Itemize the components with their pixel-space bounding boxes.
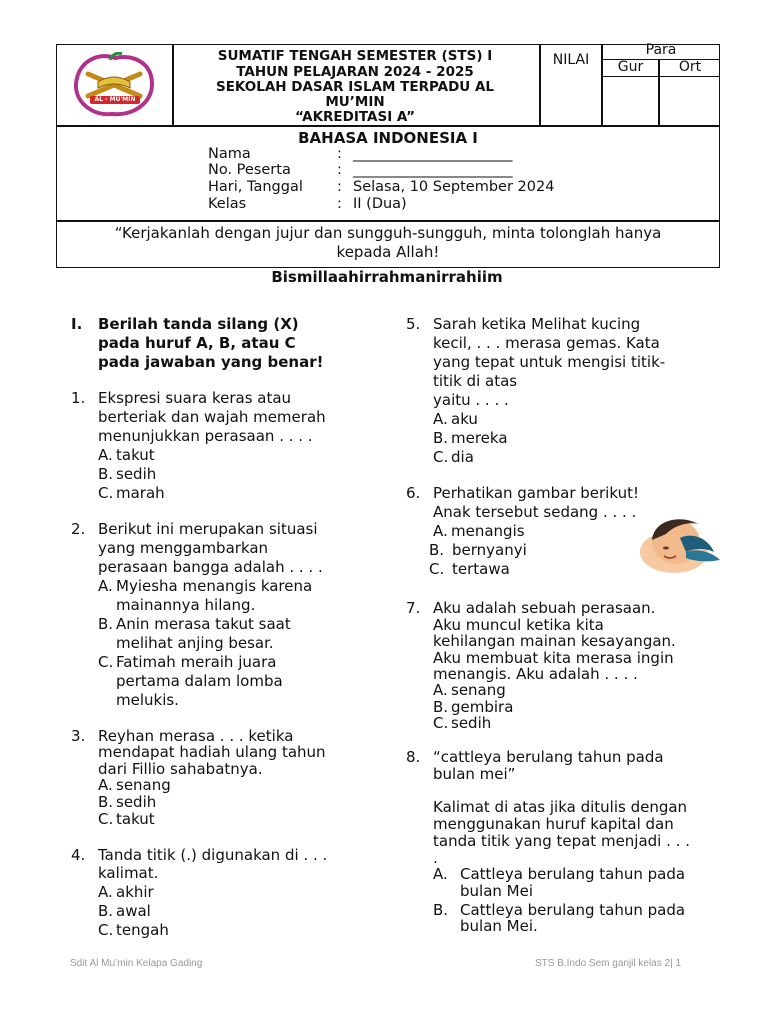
question-8-line-6: tanda titik yang tepat menjadi . . .: [433, 832, 690, 850]
question-7-option-a-text[interactable]: senang: [451, 681, 506, 699]
question-2-option-c-text-2[interactable]: pertama dalam lomba: [116, 672, 283, 690]
question-5-option-c-text[interactable]: dia: [451, 448, 474, 466]
question-6-option-a-letter[interactable]: A.: [433, 522, 448, 540]
question-2-line-3: perasaan bangga adalah . . . .: [98, 558, 323, 576]
question-7-line-3: kehilangan mainan kesayangan.: [433, 632, 676, 650]
field-label-nama: Nama: [208, 146, 251, 162]
question-1-option-b-text[interactable]: sedih: [116, 465, 157, 483]
title-line-2: TAHUN PELAJARAN 2024 - 2025: [236, 64, 474, 80]
crying-child-illustration: [636, 512, 728, 574]
question-7-option-b-letter[interactable]: B.: [433, 698, 449, 716]
question-8-line-4: Kalimat di atas jika ditulis dengan: [433, 798, 688, 816]
question-7-number: 7.: [406, 599, 421, 617]
question-4-option-b-letter[interactable]: B.: [98, 902, 114, 920]
question-3-line-3: dari Fillio sahabatnya.: [98, 760, 263, 778]
question-4-line-2: kalimat.: [98, 864, 159, 882]
question-6-line-2: Anak tersebut sedang . . . .: [433, 503, 637, 521]
question-3-line-1: Reyhan merasa . . . ketika: [98, 727, 294, 745]
question-4-option-a-text[interactable]: akhir: [116, 883, 154, 901]
bismillah: Bismillaahirrahmanirrahiim: [271, 268, 503, 286]
question-2-option-a-text-1[interactable]: Myiesha menangis karena: [116, 577, 313, 595]
motto-divider: [56, 220, 720, 222]
question-7-line-5: menangis. Aku adalah . . . .: [433, 665, 638, 683]
title-line-3: SEKOLAH DASAR ISLAM TERPADU AL: [215, 79, 495, 95]
question-8-number: 8.: [406, 748, 421, 766]
question-8-line-1: “cattleya berulang tahun pada: [433, 748, 664, 766]
question-7-line-4: Aku membuat kita merasa ingin: [433, 649, 674, 667]
question-1-line-2: berteriak dan wajah memerah: [98, 408, 326, 426]
question-2-option-a-letter[interactable]: A.: [98, 577, 113, 595]
footer-left: Sdit Al Mu’min Kelapa Gading: [70, 958, 203, 969]
question-4-option-a-letter[interactable]: A.: [98, 883, 113, 901]
section-instruction-2: pada huruf A, B, atau C: [98, 334, 296, 352]
question-1-option-a-text[interactable]: takut: [116, 446, 155, 464]
motto-line-1: “Kerjakanlah dengan jujur dan sungguh-sungguh, minta tolonglah hanya: [114, 224, 662, 242]
question-5-number: 5.: [406, 315, 421, 333]
question-5-option-c-letter[interactable]: C.: [433, 448, 449, 466]
field-label-peserta: No. Peserta: [208, 162, 291, 178]
question-4-line-1: Tanda titik (.) digunakan di . . .: [98, 846, 328, 864]
question-8-option-b-text-1[interactable]: Cattleya berulang tahun pada: [460, 901, 686, 919]
question-2-option-b-text-1[interactable]: Anin merasa takut saat: [116, 615, 291, 633]
question-2-option-c-letter[interactable]: C.: [98, 653, 114, 671]
ortu-label: Ort: [678, 59, 702, 75]
title-line-1: SUMATIF TENGAH SEMESTER (STS) I: [217, 48, 493, 64]
question-5-line-4: titik di atas: [433, 372, 518, 390]
title-line-4: MU’MIN: [325, 94, 385, 110]
question-8-line-7: .: [433, 849, 438, 867]
field-sep-kelas: :: [337, 196, 342, 212]
guru-label: Gur: [617, 59, 644, 75]
question-2-option-c-text-3[interactable]: melukis.: [116, 691, 179, 709]
question-2-line-1: Berikut ini merupakan situasi: [98, 520, 318, 538]
field-sep-peserta: :: [337, 162, 342, 178]
header-divider: [56, 125, 720, 127]
question-2-option-b-letter[interactable]: B.: [98, 615, 114, 633]
field-value-nama[interactable]: ______________________: [353, 146, 513, 162]
question-6-option-a-text[interactable]: menangis: [451, 522, 525, 540]
question-2-option-a-text-2[interactable]: mainannya hilang.: [116, 596, 256, 614]
subject-title: BAHASA INDONESIA I: [298, 129, 478, 147]
title-line-5: “AKREDITASI A”: [294, 109, 416, 125]
section-instruction-3: pada jawaban yang benar!: [98, 353, 324, 371]
question-7-option-c-text[interactable]: sedih: [451, 714, 492, 732]
school-logo: [70, 52, 160, 118]
section-instruction-1: Berilah tanda silang (X): [98, 315, 299, 333]
paraf-hline2: [601, 76, 720, 77]
question-3-option-a-text[interactable]: senang: [116, 776, 171, 794]
paraf-label: Para: [645, 42, 677, 58]
question-8-line-5: menggunakan huruf kapital dan: [433, 815, 674, 833]
question-7-option-a-letter[interactable]: A.: [433, 681, 448, 699]
question-7-option-c-letter[interactable]: C.: [433, 714, 449, 732]
question-2-option-b-text-2[interactable]: melihat anjing besar.: [116, 634, 274, 652]
question-8-option-a-text-2[interactable]: bulan Mei: [460, 882, 534, 900]
question-5-line-3: yang tepat untuk mengisi titik-: [433, 353, 666, 371]
logo-divider: [172, 44, 174, 126]
question-5-line-1: Sarah ketika Melihat kucing: [433, 315, 641, 333]
question-2-line-2: yang menggambarkan: [98, 539, 269, 557]
question-1-line-1: Ekspresi suara keras atau: [98, 389, 292, 407]
question-3-option-c-letter[interactable]: C.: [98, 810, 114, 828]
question-7-line-1: Aku adalah sebuah perasaan.: [433, 599, 656, 617]
question-8-option-b-letter[interactable]: B.: [433, 901, 449, 919]
question-1-line-3: menunjukkan perasaan . . . .: [98, 427, 313, 445]
question-1-number: 1.: [71, 389, 86, 407]
question-5-option-b-text[interactable]: mereka: [451, 429, 508, 447]
question-5-line-5: yaitu . . . .: [433, 391, 509, 409]
question-4-option-c-letter[interactable]: C.: [98, 921, 114, 939]
question-4-number: 4.: [71, 846, 86, 864]
question-2-number: 2.: [71, 520, 86, 538]
field-sep-nama: :: [337, 146, 342, 162]
field-value-tanggal: Selasa, 10 September 2024: [353, 179, 555, 195]
question-3-option-c-text[interactable]: takut: [116, 810, 155, 828]
field-value-kelas: II (Dua): [353, 196, 407, 212]
question-8-option-b-text-2[interactable]: bulan Mei.: [460, 917, 538, 935]
footer-right: STS B.Indo Sem ganjil kelas 2| 1: [535, 958, 682, 969]
field-label-tanggal: Hari, Tanggal: [208, 179, 303, 195]
section-number: I.: [71, 315, 83, 333]
question-4-option-c-text[interactable]: tengah: [116, 921, 169, 939]
nilai-label: NILAI: [552, 52, 590, 68]
question-5-option-b-letter[interactable]: B.: [433, 429, 449, 447]
question-3-option-b-letter[interactable]: B.: [98, 793, 114, 811]
question-3-option-a-letter[interactable]: A.: [98, 776, 113, 794]
question-6-option-c-letter[interactable]: C.: [429, 560, 445, 578]
question-8-option-a-letter[interactable]: A.: [433, 865, 448, 883]
question-5-line-2: kecil, . . . merasa gemas. Kata: [433, 334, 660, 352]
question-8-line-2: bulan mei”: [433, 765, 516, 783]
question-6-option-c-text[interactable]: tertawa: [452, 560, 510, 578]
question-4-option-b-text[interactable]: awal: [116, 902, 151, 920]
question-6-number: 6.: [406, 484, 421, 502]
question-7-option-b-text[interactable]: gembira: [451, 698, 514, 716]
field-sep-tanggal: :: [337, 179, 342, 195]
question-3-option-b-text[interactable]: sedih: [116, 793, 157, 811]
question-1-option-c-letter[interactable]: C.: [98, 484, 114, 502]
motto-line-2: kepada Allah!: [336, 243, 440, 261]
question-1-option-c-text[interactable]: marah: [116, 484, 165, 502]
question-8-option-a-text-1[interactable]: Cattleya berulang tahun pada: [460, 865, 686, 883]
question-2-option-c-text-1[interactable]: Fatimah meraih juara: [116, 653, 277, 671]
question-6-line-1: Perhatikan gambar berikut!: [433, 484, 639, 502]
question-3-number: 3.: [71, 727, 86, 745]
question-6-option-b-text[interactable]: bernyanyi: [452, 541, 527, 559]
question-5-option-a-letter[interactable]: A.: [433, 410, 448, 428]
question-3-line-2: mendapat hadiah ulang tahun: [98, 743, 326, 761]
question-6-option-b-letter[interactable]: B.: [429, 541, 445, 559]
logo-text: AL - MU'MIN: [94, 96, 136, 103]
question-1-option-b-letter[interactable]: B.: [98, 465, 114, 483]
field-value-peserta[interactable]: ______________________: [353, 162, 513, 178]
question-5-option-a-text[interactable]: aku: [451, 410, 478, 428]
question-7-line-2: Aku muncul ketika kita: [433, 616, 604, 634]
field-label-kelas: Kelas: [208, 196, 247, 212]
question-1-option-a-letter[interactable]: A.: [98, 446, 113, 464]
